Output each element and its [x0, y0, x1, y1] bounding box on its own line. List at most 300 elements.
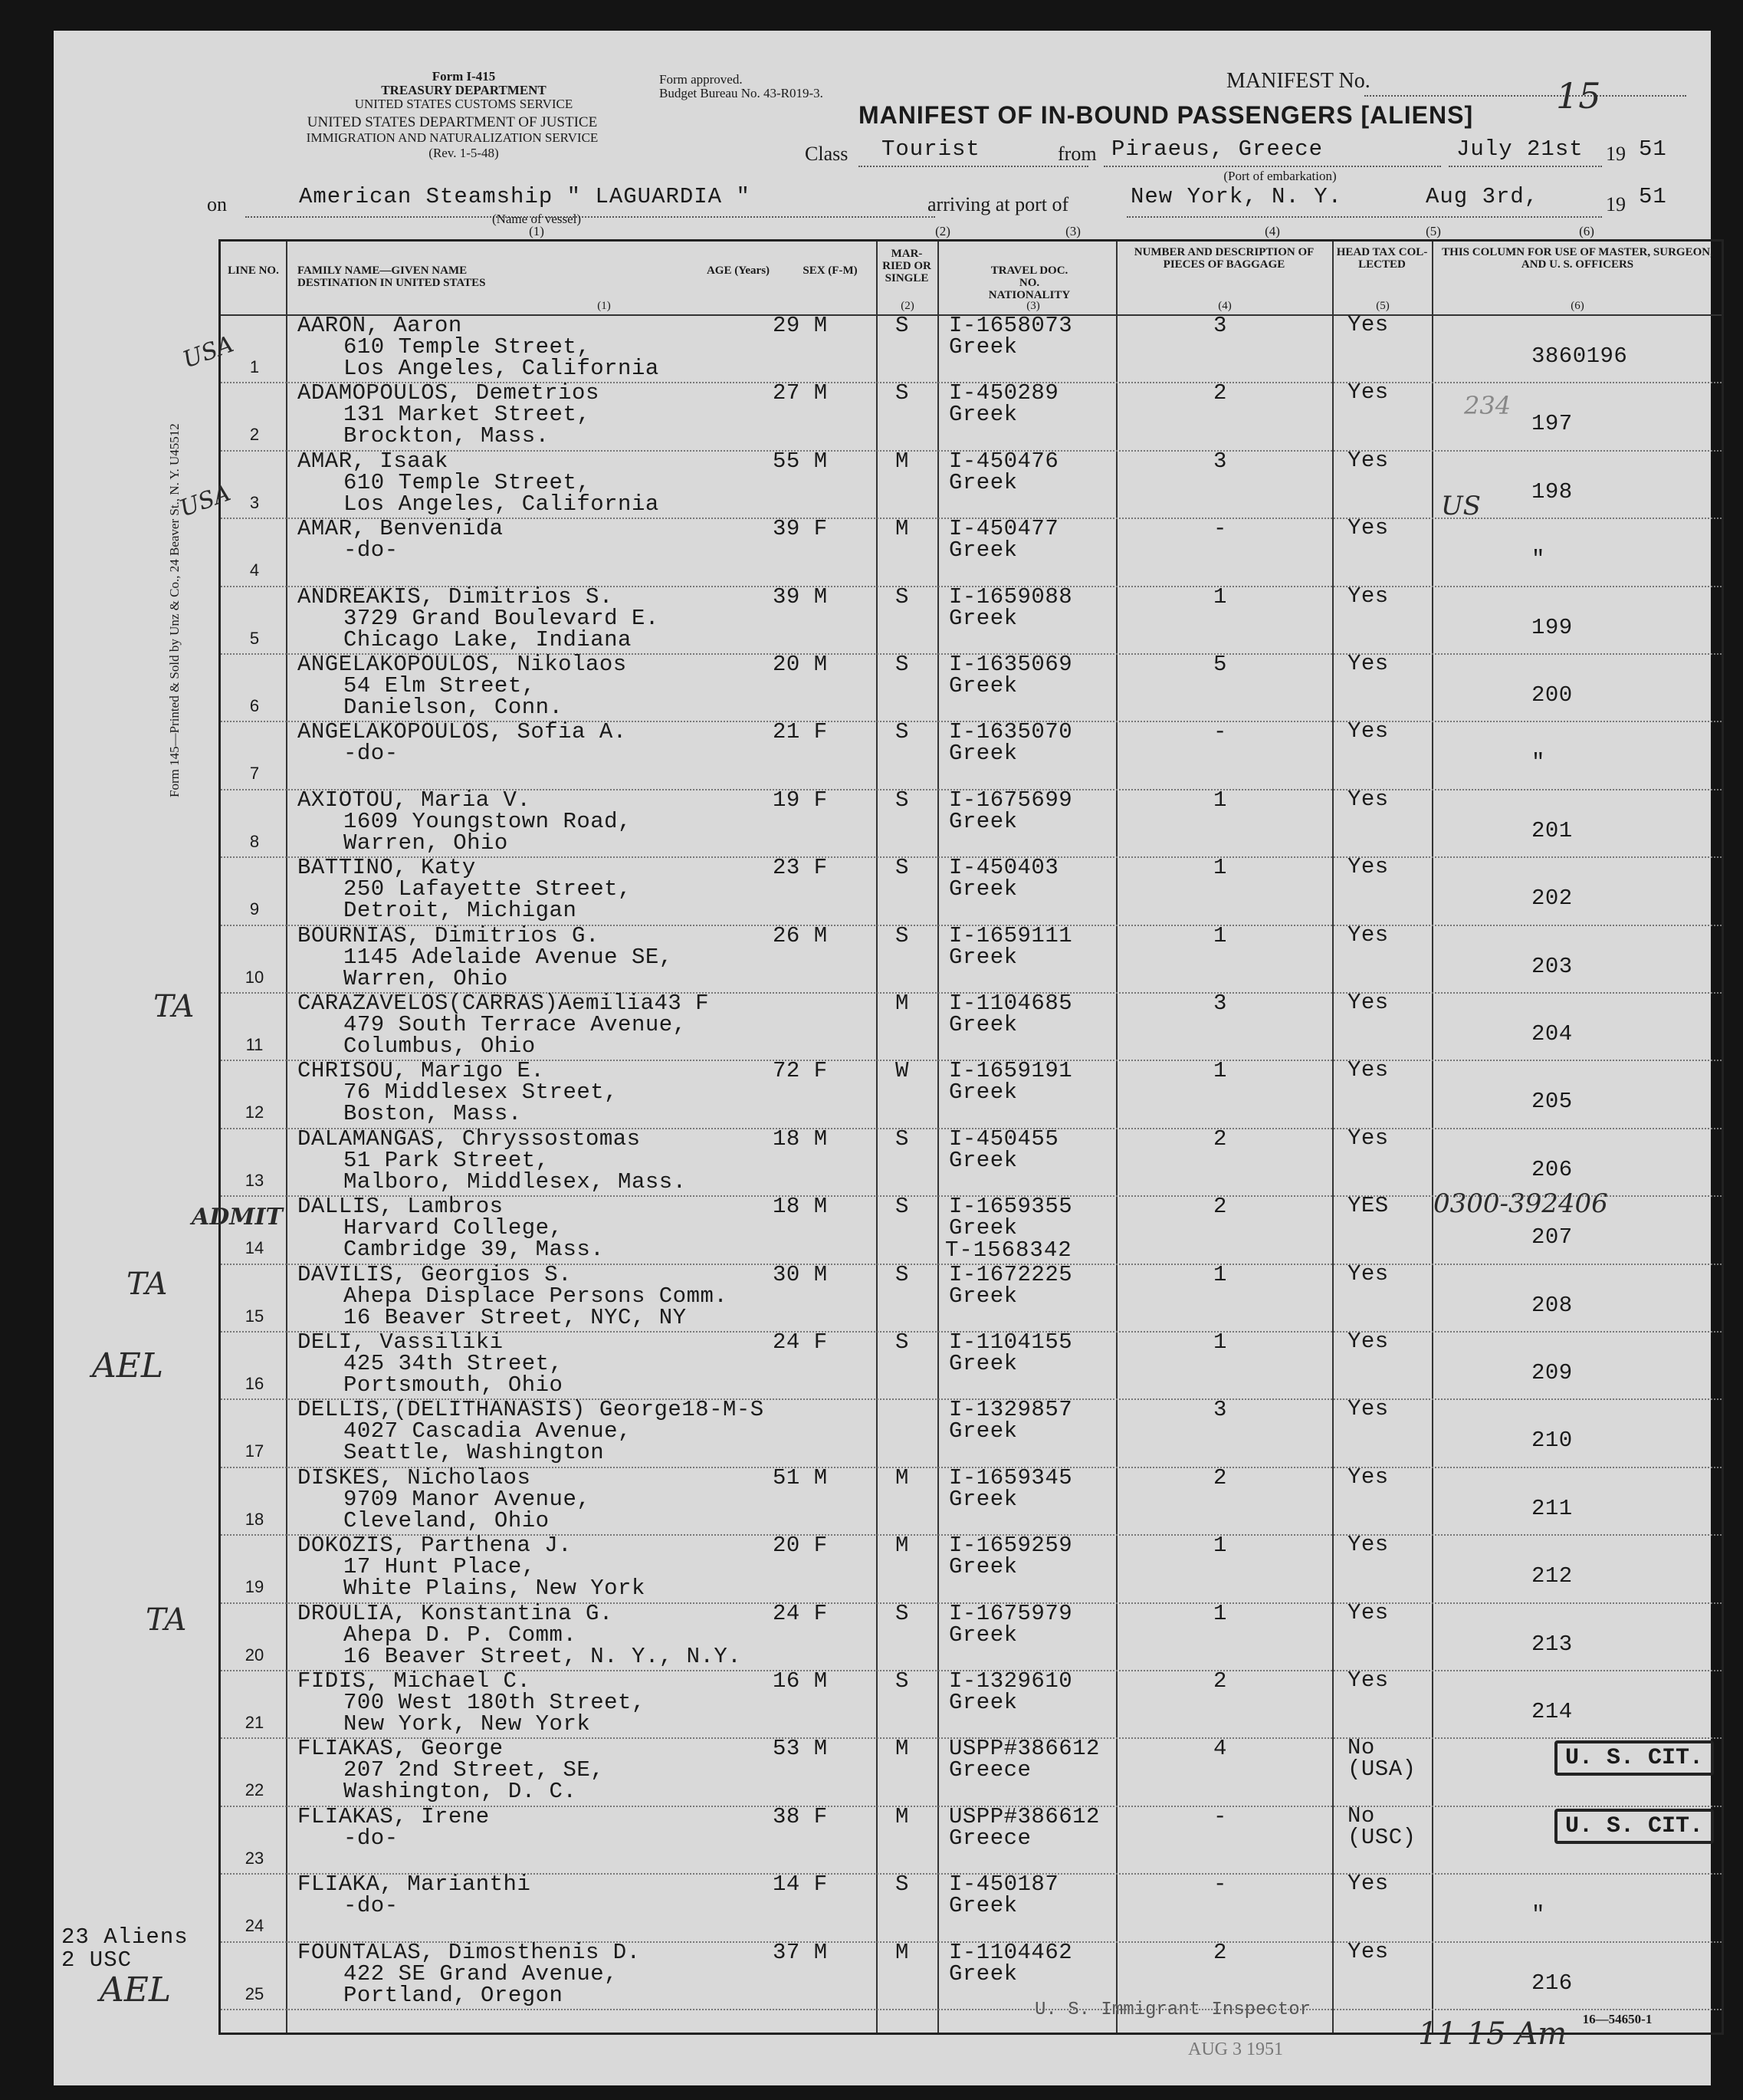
form-revision: (Rev. 1-5-48)	[428, 146, 499, 160]
row-marital-status: S	[895, 583, 909, 610]
row-nationality: Greece	[949, 1757, 1032, 1783]
row-officer-note: 214	[1531, 1699, 1573, 1724]
row-travel-doc: I-1675699	[949, 787, 1073, 813]
margin-note-admit: ADMIT	[192, 1204, 283, 1231]
row-address-line2: Los Angeles, California	[343, 356, 659, 381]
col-header-baggage: NUMBER AND DESCRIPTION OF PIECES OF BAGGAGE	[1134, 246, 1315, 271]
departure-year-prefix: 19	[1606, 143, 1626, 165]
row-travel-doc: I-450187	[949, 1872, 1059, 1898]
row-address-line2: Chicago Lake, Indiana	[343, 626, 632, 652]
row-officer-note: 3860196	[1531, 343, 1628, 369]
table-row	[221, 1737, 1722, 1806]
row-baggage: 1	[1213, 1329, 1227, 1355]
row-officer-note: 199	[1531, 614, 1573, 640]
row-marital-status: S	[895, 922, 909, 948]
row-nationality: Greek	[949, 1012, 1018, 1037]
row-officer-note: 198	[1531, 478, 1573, 504]
row-age-sex: 20 M	[773, 652, 828, 677]
row-baggage: 1	[1213, 1533, 1227, 1559]
totals-aliens: 23 Aliens	[61, 1924, 189, 1950]
arriving-label: arriving at port of	[927, 193, 1069, 215]
row-address-line1: 1145 Adelaide Avenue SE,	[343, 944, 673, 970]
table-row	[221, 1464, 1722, 1536]
ins: IMMIGRATION AND NATURALIZATION SERVICE	[306, 130, 599, 145]
row-line-number: 10	[245, 967, 264, 987]
row-name: AXIOTOU, Maria V.	[297, 787, 531, 813]
row-line-number: 24	[245, 1916, 264, 1936]
row-address-line2: Columbus, Ohio	[343, 1034, 536, 1059]
row-address-line1: 1609 Youngstown Road,	[343, 808, 632, 834]
table-row	[221, 1599, 1722, 1671]
row-address-line2: Washington, D. C.	[343, 1779, 577, 1805]
row-name: FLIAKA, Marianthi	[297, 1872, 531, 1898]
col-header-line: LINE NO.	[228, 265, 279, 277]
row-head-tax: Yes	[1347, 1871, 1389, 1897]
row-nationality: Greek	[949, 334, 1018, 360]
row-line-number: 17	[245, 1441, 264, 1461]
row-travel-doc: I-450477	[949, 516, 1059, 542]
row-line-number: 18	[245, 1509, 264, 1529]
table-row	[221, 1260, 1722, 1333]
row-age-sex: 72 F	[773, 1058, 828, 1084]
row-age-sex: 14 F	[773, 1872, 828, 1898]
table-row	[221, 856, 1722, 925]
row-name: DISKES, Nicholaos	[297, 1464, 531, 1490]
row-officer-note: 209	[1531, 1360, 1573, 1385]
date-stamp: AUG 3 1951	[1188, 2039, 1283, 2059]
row-nationality: Greek	[949, 1351, 1018, 1376]
row-name: FLIAKAS, Irene	[297, 1803, 490, 1829]
col-num-3: (3)	[1026, 300, 1040, 312]
table-row	[221, 1803, 1722, 1875]
row-marital-status: S	[895, 719, 909, 745]
row-marital-status: S	[895, 1600, 909, 1626]
row-address-line1: 76 Middlesex Street,	[343, 1080, 619, 1106]
row-marital-status: S	[895, 1329, 909, 1355]
row-address-line1: 131 Market Street,	[343, 402, 591, 428]
row-line-number: 14	[245, 1238, 264, 1258]
row-line-number: 7	[249, 764, 260, 784]
row-line-number: 19	[245, 1577, 264, 1597]
row-head-tax: Yes	[1347, 718, 1389, 744]
row-age-sex: 24 F	[773, 1329, 828, 1355]
table-row	[221, 515, 1722, 587]
row-age-sex: 53 M	[773, 1736, 828, 1762]
row-officer-note: 207	[1531, 1224, 1573, 1250]
row-line-number: 8	[249, 831, 260, 851]
row-age-sex: 27 M	[773, 380, 828, 406]
row-head-tax: Yes	[1347, 515, 1389, 541]
form-code: 16—54650-1	[1582, 2012, 1653, 2026]
row-travel-doc: I-1329610	[949, 1668, 1073, 1694]
row-head-tax: Yes	[1347, 1260, 1389, 1287]
row-nationality: Greek	[949, 1622, 1018, 1648]
form-number: Form I-415	[432, 69, 496, 84]
row-address-line2: Detroit, Michigan	[343, 898, 577, 924]
row-travel-doc: I-450289	[949, 380, 1059, 406]
row-baggage: 1	[1213, 922, 1227, 948]
row-nationality: Greek	[949, 537, 1018, 564]
row-nationality: Greek	[949, 944, 1018, 970]
row-nationality: Greece	[949, 1825, 1032, 1851]
row-travel-doc: USPP#386612	[949, 1736, 1100, 1762]
table-row	[221, 1398, 1722, 1467]
row-head-tax: Yes	[1347, 651, 1389, 676]
row-address-line1: 422 SE Grand Avenue,	[343, 1960, 619, 1987]
row-age-sex: 38 F	[773, 1803, 828, 1829]
row-travel-doc: I-1675979	[949, 1600, 1073, 1626]
form-approved: Form approved.	[659, 72, 743, 87]
row-age-sex: 51 M	[773, 1464, 828, 1490]
row-address-line2: Malboro, Middlesex, Mass.	[343, 1168, 687, 1195]
row-marital-status: M	[895, 516, 909, 542]
row-head-tax: Yes	[1347, 1599, 1389, 1625]
inspector-label: U. S. Immigrant Inspector	[1035, 2000, 1311, 2020]
row-line-number: 13	[245, 1170, 264, 1190]
row-age-sex: 18 M	[773, 1126, 828, 1152]
officer-note-row14: 0300-392406	[1433, 1188, 1608, 1219]
sub-4: (4)	[1265, 224, 1280, 238]
row-head-tax: YES	[1347, 1193, 1389, 1219]
row-nationality: Greek	[949, 1690, 1018, 1715]
row-head-tax: No (USA)	[1347, 1735, 1416, 1783]
row-officer-note: U. S. CIT.	[1554, 1740, 1714, 1776]
row-travel-doc: I-1659088	[949, 583, 1073, 610]
row-address-line1: 9709 Manor Avenue,	[343, 1486, 591, 1512]
row-address-line2: Brockton, Mass.	[343, 423, 550, 449]
table-row	[221, 1125, 1722, 1197]
table-row	[221, 922, 1722, 994]
row-nationality: Greek	[949, 1283, 1018, 1309]
table-row	[221, 1331, 1722, 1400]
row-address-line1: 610 Temple Street,	[343, 469, 591, 495]
row-baggage: -	[1213, 719, 1227, 745]
budget-bureau: Budget Bureau No. 43-R019-3.	[659, 86, 823, 100]
row-name: AARON, Aaron	[297, 313, 462, 338]
row-baggage: 2	[1213, 1126, 1227, 1152]
row-head-tax: Yes	[1347, 854, 1389, 880]
row-head-tax: Yes	[1347, 922, 1389, 948]
row-line-number: 12	[245, 1103, 264, 1122]
row-address-line1: -do-	[343, 537, 399, 564]
row-travel-doc: USPP#386612	[949, 1803, 1100, 1829]
row-address-line1: 250 Lafayette Street,	[343, 876, 632, 902]
officer-note-row2: 234	[1464, 391, 1512, 420]
class-rule	[858, 166, 1088, 167]
justice-dept: UNITED STATES DEPARTMENT OF JUSTICE	[307, 114, 598, 130]
row-name: DALAMANGAS, Chryssostomas	[297, 1126, 641, 1152]
row-line-number: 22	[245, 1780, 264, 1800]
row-baggage: 1	[1213, 1058, 1227, 1084]
row-address-line1: -do-	[343, 741, 399, 767]
row-baggage: 4	[1213, 1736, 1227, 1762]
row-line-number: 1	[249, 357, 260, 376]
row-head-tax: Yes	[1347, 1532, 1389, 1558]
row-officer-note: 197	[1531, 411, 1573, 437]
row-address-line2: Cleveland, Ohio	[343, 1507, 550, 1533]
departure-year: 51	[1639, 136, 1667, 162]
row-baggage: 1	[1213, 1600, 1227, 1626]
row-marital-status: S	[895, 787, 909, 813]
from-rule	[1104, 166, 1441, 167]
row-address-line2: Danielson, Conn.	[343, 695, 563, 720]
table-row	[221, 1938, 1722, 2010]
row-marital-status: M	[895, 1736, 909, 1762]
row-head-tax: Yes	[1347, 1329, 1389, 1354]
row14-extra-doc: T-1568342	[945, 1237, 1072, 1263]
row-address-line1: 700 West 180th Street,	[343, 1690, 645, 1715]
row-travel-doc: I-1104462	[949, 1939, 1073, 1965]
row-baggage: -	[1213, 516, 1227, 542]
row-head-tax: Yes	[1347, 990, 1389, 1015]
row-baggage: 2	[1213, 1464, 1227, 1490]
row-head-tax: Yes	[1347, 1668, 1389, 1693]
col-header-age: AGE (Years)	[706, 265, 770, 277]
row-travel-doc: I-1659191	[949, 1058, 1073, 1084]
row-head-tax: Yes	[1347, 380, 1389, 406]
row-address-line1: -do-	[343, 1825, 399, 1851]
table-row	[221, 583, 1722, 655]
row-age-sex: 30 M	[773, 1261, 828, 1287]
row-line-number: 16	[245, 1374, 264, 1393]
row-officer-note: 213	[1531, 1631, 1573, 1657]
row-name: ADAMOPOULOS, Demetrios	[297, 380, 599, 406]
customs-service: UNITED STATES CUSTOMS SERVICE	[354, 97, 573, 111]
on-label: on	[207, 193, 227, 215]
row-line-number: 11	[245, 1035, 264, 1054]
row-head-tax: Yes	[1347, 447, 1389, 473]
row-marital-status: S	[895, 1194, 909, 1220]
row-nationality: Greek	[949, 402, 1018, 428]
row-officer-note: 216	[1531, 1970, 1573, 1996]
row-age-sex: 26 M	[773, 922, 828, 948]
margin-note-ta: TA	[153, 989, 195, 1024]
row-address-line1: -do-	[343, 1893, 399, 1919]
col-num-5: (5)	[1376, 300, 1390, 312]
row-marital-status: M	[895, 448, 909, 474]
departure-date: July 21st	[1456, 136, 1584, 162]
row-name: DROULIA, Konstantina G.	[297, 1600, 613, 1626]
row-marital-status: M	[895, 1803, 909, 1829]
col-header-sex: SEX (F-M)	[803, 265, 858, 277]
table-row	[221, 653, 1722, 722]
col-header-destination: DESTINATION IN UNITED STATES	[297, 277, 486, 289]
table-row	[221, 447, 1722, 519]
row-age-sex: 39 M	[773, 583, 828, 610]
row-travel-doc: I-1635070	[949, 719, 1073, 745]
officer-note-row3: US	[1441, 491, 1481, 521]
row-officer-note: 212	[1531, 1563, 1573, 1589]
row-travel-doc: I-450476	[949, 448, 1059, 474]
row-head-tax: Yes	[1347, 1125, 1389, 1151]
row-travel-doc: I-1659355	[949, 1194, 1073, 1220]
row-address-line2: Portsmouth, Ohio	[343, 1372, 563, 1398]
row-address-line2: Los Angeles, California	[343, 491, 659, 517]
row-name: ANGELAKOPOULOS, Sofia A.	[297, 719, 627, 745]
row-nationality: Greek	[949, 1215, 1018, 1241]
col-num-4: (4)	[1218, 300, 1232, 312]
row-address-line2: 16 Beaver Street, N. Y., N.Y.	[343, 1643, 742, 1669]
row-travel-doc: I-1104685	[949, 991, 1073, 1016]
arrival-year: 51	[1639, 184, 1667, 209]
row-baggage: 2	[1213, 1668, 1227, 1694]
row-baggage: 1	[1213, 787, 1227, 813]
col-num-2: (2)	[901, 300, 914, 312]
vessel-name: American Steamship " LAGUARDIA "	[299, 184, 750, 209]
manifest-rule	[1364, 95, 1686, 97]
sub-5: (5)	[1426, 224, 1441, 238]
row-marital-status: W	[895, 1058, 909, 1084]
row-age-sex: 16 M	[773, 1668, 828, 1694]
row-travel-doc: I-1104155	[949, 1329, 1073, 1355]
row-marital-status: S	[895, 1261, 909, 1287]
row-nationality: Greek	[949, 1080, 1018, 1106]
col-header-travel-doc: TRAVEL DOC. NO. NATIONALITY	[988, 265, 1071, 301]
port-rule	[1127, 216, 1602, 218]
row-officer-note: 211	[1531, 1495, 1573, 1521]
margin-note-ael: AEL	[92, 1346, 164, 1385]
row-travel-doc: I-450403	[949, 855, 1059, 881]
row-age-sex: 20 F	[773, 1533, 828, 1559]
row-marital-status: S	[895, 652, 909, 677]
row-nationality: Greek	[949, 605, 1018, 631]
row-officer-note: "	[1531, 1902, 1545, 1928]
row-address-line2: Seattle, Washington	[343, 1440, 605, 1466]
row-marital-status: S	[895, 855, 909, 881]
row-line-number: 6	[249, 696, 260, 715]
row-address-line1: 17 Hunt Place,	[343, 1554, 536, 1580]
arrival-date: Aug 3rd,	[1426, 184, 1539, 209]
col-header-married: MAR-RIED OR SINGLE	[882, 248, 931, 284]
table-row	[221, 1670, 1722, 1739]
row-name: ANDREAKIS, Dimitrios S.	[297, 583, 613, 610]
row-nationality: Greek	[949, 1893, 1018, 1919]
row-address-line1: 3729 Grand Boulevard E.	[343, 605, 659, 631]
table-row	[221, 1057, 1722, 1129]
row-officer-note: 203	[1531, 953, 1573, 979]
row-officer-note: 201	[1531, 817, 1573, 843]
row-head-tax: Yes	[1347, 786, 1389, 812]
row-baggage: -	[1213, 1803, 1227, 1829]
row-nationality: Greek	[949, 1147, 1018, 1173]
row-officer-note: 205	[1531, 1089, 1573, 1115]
row-head-tax: Yes	[1347, 1464, 1389, 1490]
row-address-line2: New York, New York	[343, 1711, 591, 1737]
col-header-officers: THIS COLUMN FOR USE OF MASTER, SURGEON, AND U. S. OFFICERS	[1442, 246, 1713, 271]
row-travel-doc: I-1659111	[949, 922, 1073, 948]
time-note: 11 15 Am	[1418, 2016, 1567, 2052]
name-of-vessel: (Name of vessel)	[491, 212, 582, 226]
row-head-tax: Yes	[1347, 583, 1389, 609]
row-line-number: 20	[245, 1645, 264, 1665]
row-marital-status: S	[895, 313, 909, 338]
sub-6: (6)	[1579, 224, 1594, 238]
row-name: DELLIS,(DELITHANASIS) George18-M-S	[297, 1397, 764, 1423]
row-officer-note: 202	[1531, 886, 1573, 912]
row-head-tax: No (USC)	[1347, 1803, 1416, 1850]
row-address-line1: 54 Elm Street,	[343, 673, 536, 698]
row-marital-status: S	[895, 1872, 909, 1898]
row-head-tax: Yes	[1347, 1057, 1389, 1083]
row-travel-doc: I-1659345	[949, 1464, 1073, 1490]
row-line-number: 4	[249, 560, 260, 580]
row-head-tax: Yes	[1347, 1938, 1389, 1964]
table-row	[221, 718, 1722, 790]
row-line-number: 25	[245, 1983, 264, 2003]
row-marital-status: S	[895, 380, 909, 406]
row-address-line2: White Plains, New York	[343, 1576, 645, 1602]
totals-usc: 2 USC	[61, 1947, 133, 1973]
row-baggage: -	[1213, 1872, 1227, 1898]
row-address-line1: Harvard College,	[343, 1215, 563, 1241]
col-num-1: (1)	[597, 300, 611, 312]
row-travel-doc: I-1659259	[949, 1533, 1073, 1559]
sub-3: (3)	[1065, 224, 1081, 238]
row-address-line1: 207 2nd Street, SE,	[343, 1757, 605, 1783]
row-head-tax: Yes	[1347, 1396, 1389, 1422]
col-header-head-tax: HEAD TAX COL-LECTED	[1336, 246, 1428, 271]
row-address-line1: 425 34th Street,	[343, 1351, 563, 1376]
row-name: CARAZAVELOS(CARRAS)Aemilia43 F	[297, 991, 710, 1016]
row-address-line1: 4027 Cascadia Avenue,	[343, 1418, 632, 1444]
row-name: AMAR, Isaak	[297, 448, 448, 474]
row-name: DOKOZIS, Parthena J.	[297, 1533, 573, 1559]
sub-1: (1)	[529, 224, 544, 238]
row-address-line2: 16 Beaver Street, NYC, NY	[343, 1304, 687, 1330]
row-name: FLIAKAS, George	[297, 1736, 504, 1762]
port-of-embarkation: (Port of embarkation)	[1223, 169, 1337, 183]
table-row	[221, 1873, 1722, 1942]
row-officer-note: 200	[1531, 682, 1573, 708]
margin-note-usa: USA	[176, 479, 235, 523]
col-num-6: (6)	[1571, 300, 1584, 312]
row-nationality: Greek	[949, 1486, 1018, 1512]
class-value: Tourist	[881, 136, 980, 162]
row-address-line1: 479 South Terrace Avenue,	[343, 1012, 687, 1037]
row-address-line2: Warren, Ohio	[343, 830, 508, 856]
row-officer-note: 210	[1531, 1428, 1573, 1454]
passenger-table	[218, 239, 1724, 2035]
row-nationality: Greek	[949, 469, 1018, 495]
row-marital-status: M	[895, 1464, 909, 1490]
row-baggage: 1	[1213, 855, 1227, 881]
row-baggage: 3	[1213, 991, 1227, 1016]
row-line-number: 9	[249, 899, 260, 919]
row-nationality: Greek	[949, 673, 1018, 698]
row-line-number: 23	[245, 1848, 264, 1868]
row-age-sex: 29 M	[773, 313, 828, 338]
col-header-name: FAMILY NAME—GIVEN NAME	[297, 265, 468, 277]
row-name: AMAR, Benvenida	[297, 516, 504, 542]
row-name: DELI, Vassiliki	[297, 1329, 504, 1355]
row-marital-status: S	[895, 1126, 909, 1152]
row-age-sex: 24 F	[773, 1600, 828, 1626]
row-travel-doc: I-1658073	[949, 313, 1073, 338]
margin-note-ta: TA	[146, 1602, 187, 1638]
row-marital-status: M	[895, 991, 909, 1016]
row-name: FIDIS, Michael C.	[297, 1668, 531, 1694]
row-age-sex: 19 F	[773, 787, 828, 813]
row-nationality: Greek	[949, 876, 1018, 902]
row-baggage: 3	[1213, 313, 1227, 338]
row-name: CHRISOU, Marigo E.	[297, 1058, 545, 1084]
row-line-number: 5	[249, 628, 260, 648]
row-age-sex: 39 F	[773, 516, 828, 542]
row-officer-note: "	[1531, 547, 1545, 573]
row-marital-status: S	[895, 1668, 909, 1694]
manifest-label: MANIFEST No.	[1226, 69, 1370, 93]
row-nationality: Greek	[949, 741, 1018, 767]
